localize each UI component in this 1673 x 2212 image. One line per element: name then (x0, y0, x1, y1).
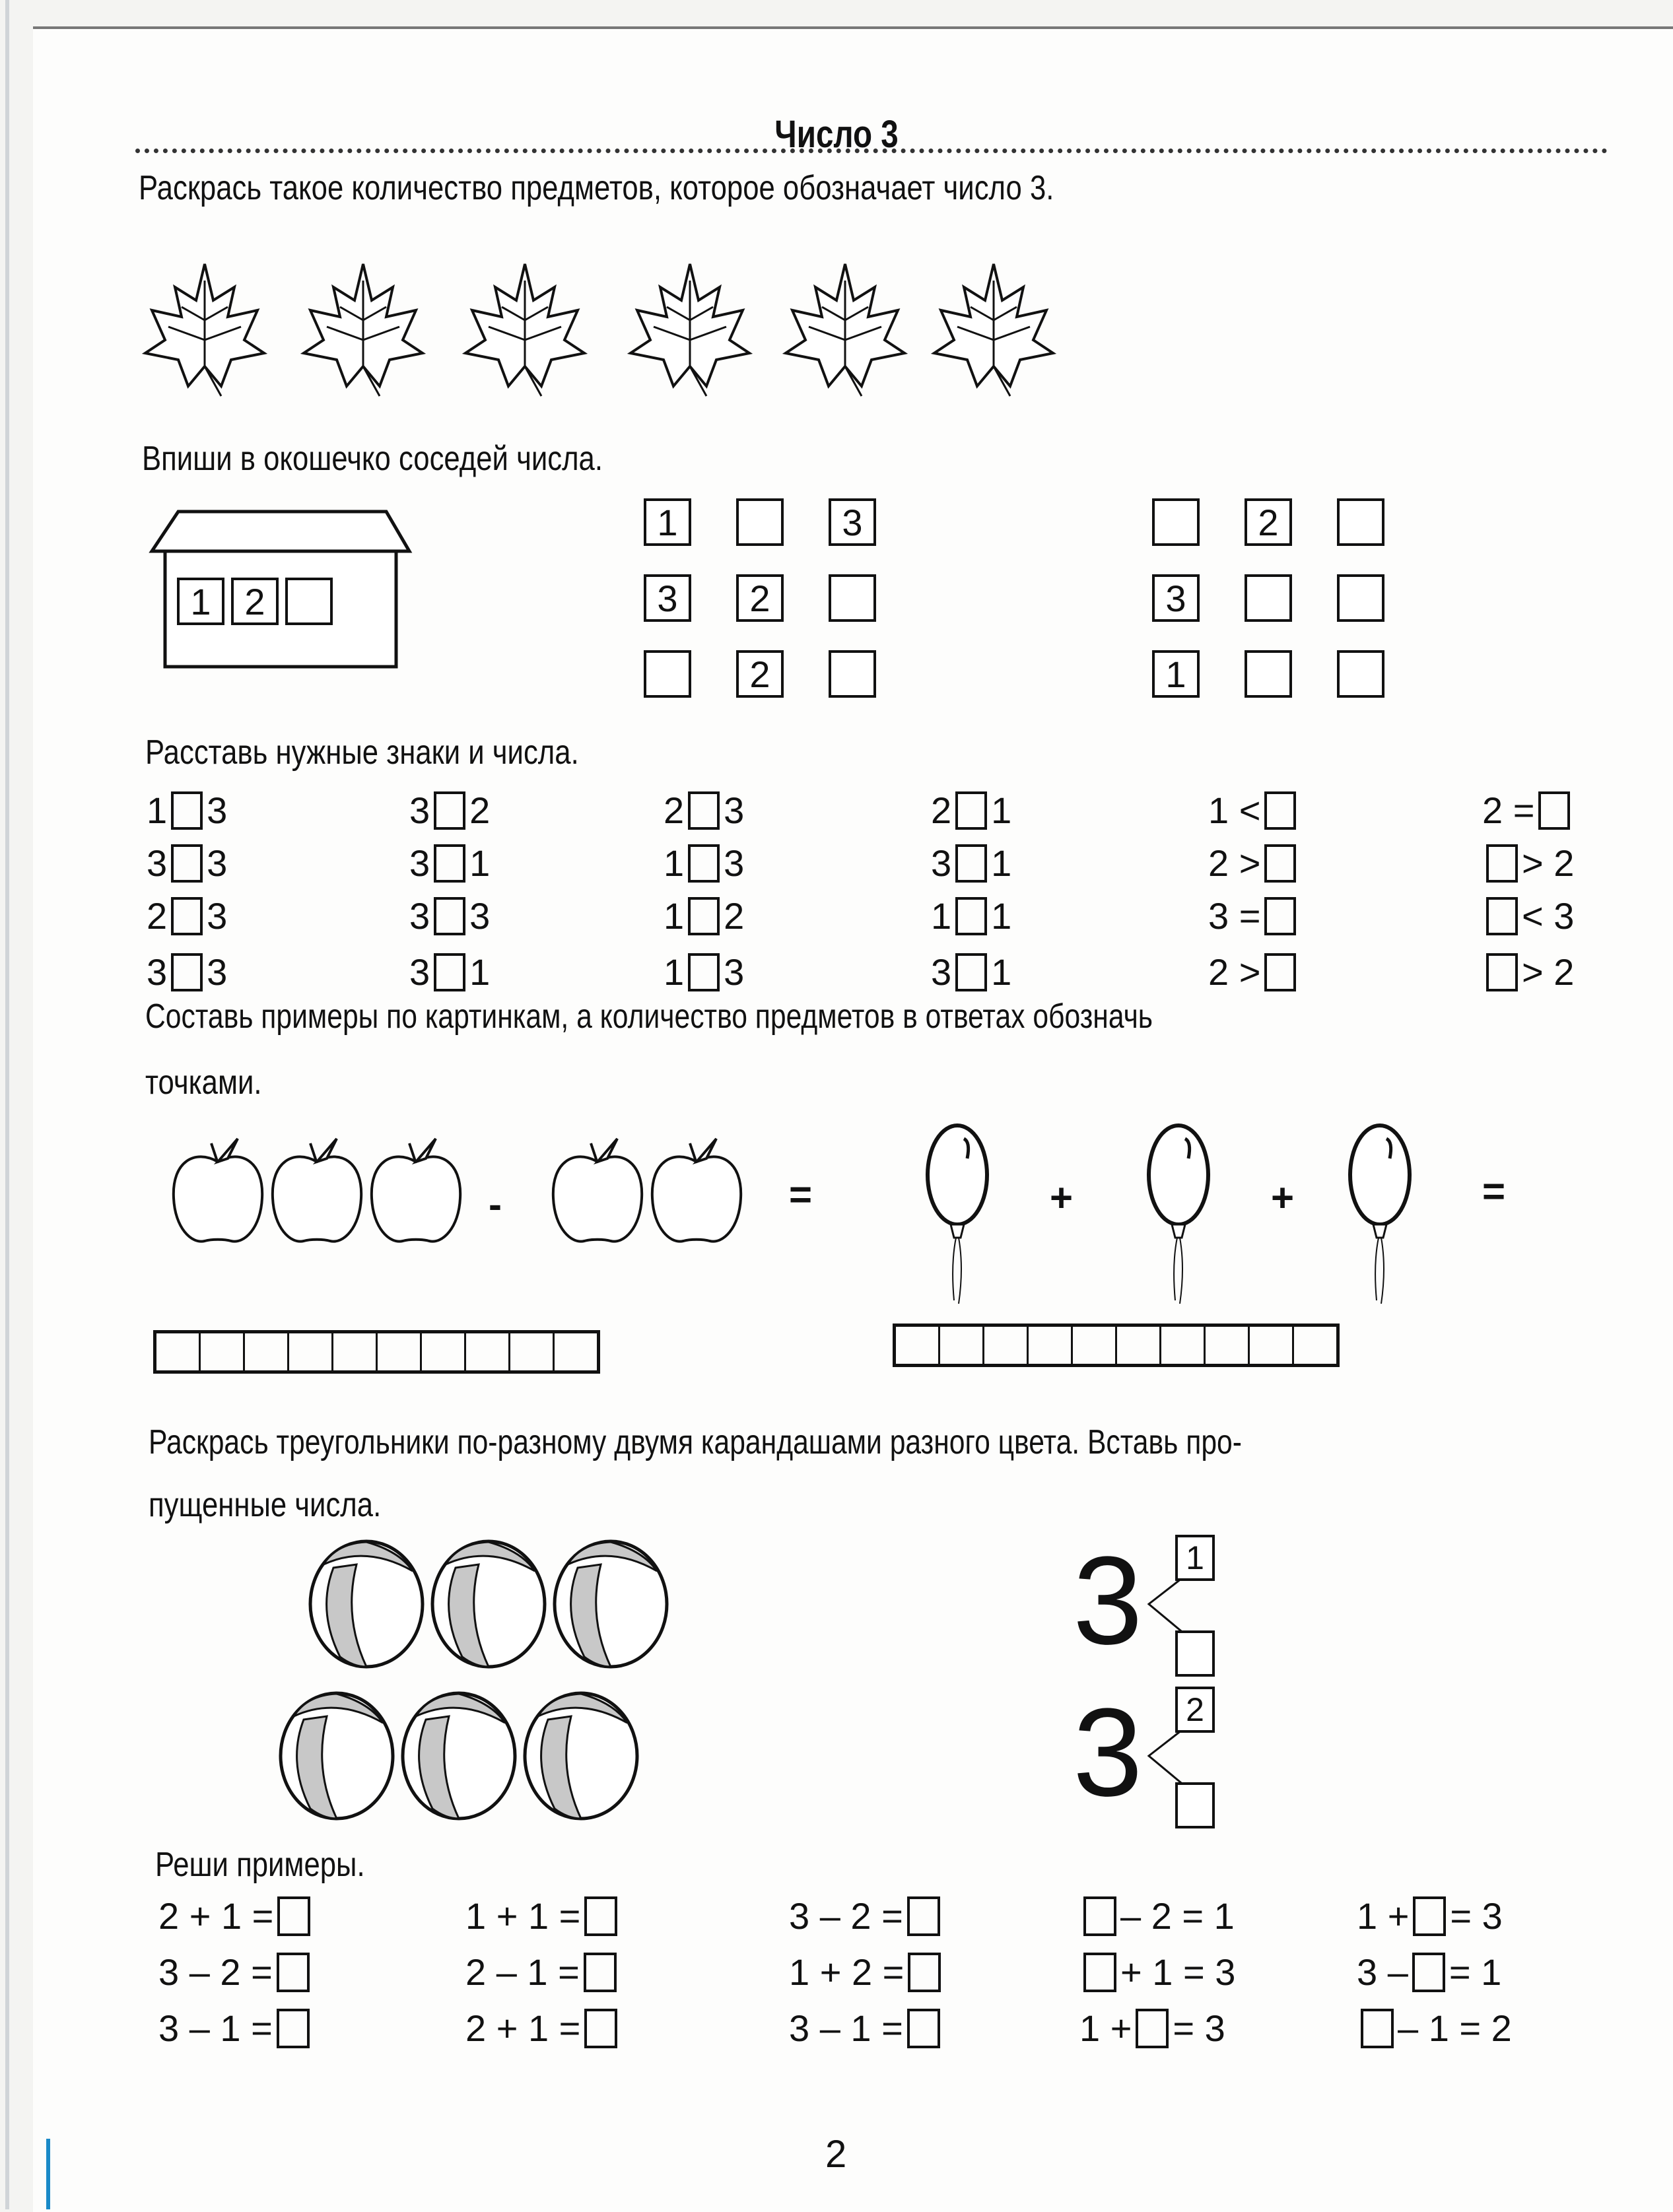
compare-item (1208, 894, 1300, 937)
neighbour-box[interactable]: 2 (736, 574, 784, 622)
compare-left: 1 (664, 895, 685, 937)
answer-box[interactable] (955, 791, 987, 830)
example-item (789, 1951, 945, 1994)
answer-box[interactable] (1136, 2009, 1169, 2048)
example-item (1357, 1894, 1503, 1937)
compare-item (1208, 789, 1300, 832)
neighbour-box[interactable] (1245, 650, 1292, 698)
example-right: – 2 = 1 (1120, 1895, 1235, 1937)
example-left: 1 + (1357, 1895, 1410, 1937)
minus-sign: - (489, 1182, 502, 1226)
maple-leaf-icon[interactable] (300, 261, 426, 399)
task1-instruction: Раскрась такое количество предметов, которое обозначает число 3. (139, 169, 1054, 207)
strip-cell[interactable] (156, 1333, 201, 1370)
compare-right: 1 (991, 895, 1012, 937)
answer-box[interactable] (171, 953, 203, 991)
example-item (465, 1894, 621, 1937)
strip-cell[interactable] (245, 1333, 289, 1370)
maple-leaf-icon[interactable] (931, 261, 1056, 399)
compare-item (409, 951, 490, 993)
compare-right: 3 (207, 895, 228, 937)
strip-cell[interactable] (1294, 1327, 1336, 1364)
compare-left: 2 > (1208, 951, 1261, 993)
answer-box[interactable] (688, 791, 720, 830)
compare-right: 1 (991, 842, 1012, 884)
strip-cell[interactable] (510, 1333, 555, 1370)
answer-box[interactable] (277, 1896, 310, 1936)
answer-box[interactable] (1264, 953, 1296, 991)
strip-cell[interactable] (896, 1327, 940, 1364)
maple-leaf-icon[interactable] (462, 261, 588, 399)
compare-right: 3 (724, 842, 745, 884)
compare-left: 2 (147, 895, 168, 937)
neighbour-box[interactable] (1337, 650, 1384, 698)
strip-cell[interactable] (1073, 1327, 1117, 1364)
split-whole: 3 (1073, 1683, 1143, 1823)
task5-instruction-line1: Раскрась треугольники по-разному двумя карандашами разного цвета. Вставь про- (149, 1423, 1242, 1461)
compare-left: 3 (931, 842, 952, 884)
house-window-box[interactable]: 2 (231, 578, 279, 625)
compare-left: 2 (931, 789, 952, 831)
compare-right: 2 (469, 789, 491, 831)
maple-leaf-icon[interactable] (142, 261, 267, 399)
strip-cell[interactable] (289, 1333, 333, 1370)
compare-right: < 3 (1522, 895, 1575, 937)
answer-box[interactable] (277, 1953, 310, 1992)
maple-leaf-icon[interactable] (782, 261, 908, 399)
strip-cell[interactable] (1250, 1327, 1294, 1364)
task3-instruction: Расставь нужные знаки и числа. (145, 733, 579, 772)
compare-left: 3 (409, 951, 430, 993)
compare-item (664, 789, 744, 832)
answer-box[interactable] (955, 897, 987, 935)
apple-icon (548, 1135, 647, 1248)
strip-cell[interactable] (984, 1327, 1029, 1364)
apple-icon (647, 1135, 746, 1248)
example-item (465, 1951, 621, 1994)
strip-cell[interactable] (466, 1333, 510, 1370)
example-item (158, 1894, 314, 1937)
compare-item (409, 842, 490, 885)
example-left: 1 + 1 = (465, 1895, 581, 1937)
answer-box[interactable] (1486, 897, 1518, 935)
plus-sign-2: + (1271, 1176, 1295, 1220)
compare-left: 3 (147, 842, 168, 884)
example-item (1079, 1894, 1235, 1937)
neighbour-box[interactable] (829, 650, 876, 698)
example-right: – 1 = 2 (1398, 2007, 1512, 2049)
split-bottom-box[interactable] (1175, 1782, 1215, 1828)
example-item (1357, 1951, 1501, 1994)
example-left: 2 – 1 = (465, 1951, 580, 1993)
answer-box[interactable] (1264, 791, 1296, 830)
apple-icon (267, 1135, 366, 1248)
example-left: 3 – (1357, 1951, 1408, 1993)
neighbour-box[interactable] (1152, 498, 1200, 546)
neighbour-box[interactable] (829, 574, 876, 622)
answer-box[interactable] (1413, 1896, 1446, 1936)
answer-box[interactable] (1412, 1953, 1445, 1992)
house-window-box[interactable]: 1 (177, 578, 224, 625)
neighbour-box[interactable] (1337, 574, 1384, 622)
answer-box[interactable] (584, 1896, 617, 1936)
compare-left: 2 > (1208, 842, 1261, 884)
answer-box[interactable] (584, 2009, 617, 2048)
compare-left: 1 (664, 951, 685, 993)
neighbour-box[interactable] (736, 498, 784, 546)
split-top-box[interactable]: 2 (1175, 1687, 1215, 1733)
compare-left: 1 (147, 789, 168, 831)
neighbour-box[interactable] (644, 650, 691, 698)
neighbour-box[interactable] (1337, 498, 1384, 546)
ball-icon[interactable] (429, 1538, 548, 1670)
balloon-icon (1139, 1122, 1218, 1307)
balloon-icon (1340, 1122, 1419, 1307)
answer-box[interactable] (434, 791, 465, 830)
compare-right: > 2 (1522, 842, 1575, 884)
compare-right: 3 (207, 951, 228, 993)
compare-left: 2 (664, 789, 685, 831)
task2-instruction: Впиши в окошечко соседей числа. (142, 440, 603, 478)
compare-item (664, 951, 744, 993)
neighbour-box[interactable]: 2 (736, 650, 784, 698)
compare-item (1482, 894, 1574, 937)
compare-item (409, 789, 490, 832)
title-divider (135, 149, 1608, 153)
answer-strip-2[interactable] (893, 1324, 1340, 1367)
compare-item (931, 951, 1011, 993)
answer-box[interactable] (584, 1953, 617, 1992)
compare-item (664, 842, 744, 885)
compare-right: 1 (469, 842, 491, 884)
compare-left: 2 = (1482, 789, 1535, 831)
example-left: 1 + 2 = (789, 1951, 905, 1993)
answer-box[interactable] (171, 844, 203, 883)
split-top-box[interactable]: 1 (1175, 1535, 1215, 1581)
task4-instruction-line1: Составь примеры по картинкам, а количество предметов в ответах обозначь (145, 997, 1153, 1036)
answer-box[interactable] (1538, 791, 1570, 830)
compare-right: > 2 (1522, 951, 1575, 993)
example-right: = 1 (1449, 1951, 1502, 1993)
compare-item (147, 789, 227, 832)
split-whole: 3 (1073, 1531, 1143, 1671)
task5-instruction-line2: пущенные числа. (149, 1486, 382, 1524)
compare-left: 1 (931, 895, 952, 937)
page-title: Число 3 (774, 113, 899, 156)
answer-box[interactable] (908, 1953, 941, 1992)
ball-icon[interactable] (277, 1690, 396, 1822)
answer-box[interactable] (688, 897, 720, 935)
neighbour-box[interactable]: 2 (1245, 498, 1292, 546)
example-item (1357, 2007, 1512, 2050)
compare-left: 3 (409, 842, 430, 884)
example-item (789, 1894, 944, 1937)
compare-item (1482, 842, 1574, 885)
neighbour-box[interactable]: 1 (1152, 650, 1200, 698)
compare-item (664, 894, 744, 937)
house-window-box[interactable] (285, 578, 333, 625)
compare-right: 2 (724, 895, 745, 937)
binding-edge (46, 2139, 50, 2209)
balloon-icon (918, 1122, 997, 1307)
ball-icon[interactable] (307, 1538, 426, 1670)
answer-box[interactable] (1264, 844, 1296, 883)
example-right: + 1 = 3 (1120, 1951, 1236, 1993)
compare-left: 3 (409, 895, 430, 937)
ball-icon[interactable] (399, 1690, 518, 1822)
equals-sign-2: = (1482, 1169, 1506, 1213)
answer-box[interactable] (955, 844, 987, 883)
example-left: 2 + 1 = (465, 2007, 581, 2049)
compare-left: 3 (409, 789, 430, 831)
answer-box[interactable] (434, 953, 465, 991)
compare-item (1208, 842, 1300, 885)
compare-left: 3 = (1208, 895, 1261, 937)
compare-right: 3 (724, 789, 745, 831)
maple-leaf-icon[interactable] (627, 261, 753, 399)
strip-cell[interactable] (1029, 1327, 1073, 1364)
example-left: 3 – 1 = (789, 2007, 903, 2049)
equals-sign: = (789, 1172, 813, 1217)
compare-item (147, 842, 227, 885)
answer-box[interactable] (434, 844, 465, 883)
strip-cell[interactable] (1117, 1327, 1161, 1364)
example-left: 3 – 2 = (789, 1895, 903, 1937)
example-left: 3 – 1 = (158, 2007, 273, 2049)
neighbour-box[interactable]: 3 (829, 498, 876, 546)
compare-left: 1 < (1208, 789, 1261, 831)
compare-left: 3 (931, 951, 952, 993)
example-item (1079, 2007, 1225, 2050)
compare-right: 3 (207, 789, 228, 831)
answer-box[interactable] (277, 2009, 310, 2048)
neighbour-box[interactable]: 1 (644, 498, 691, 546)
answer-box[interactable] (688, 844, 720, 883)
example-item (158, 1951, 314, 1994)
task6-instruction: Реши примеры. (155, 1846, 365, 1884)
neighbour-box[interactable]: 3 (644, 574, 691, 622)
strip-cell[interactable] (201, 1333, 245, 1370)
strip-cell[interactable] (1161, 1327, 1206, 1364)
compare-right: 1 (991, 789, 1012, 831)
compare-item (1482, 951, 1574, 993)
example-item (789, 2007, 944, 2050)
compare-right: 3 (207, 842, 228, 884)
scanner-edge (5, 0, 9, 2209)
compare-item (409, 894, 490, 937)
answer-box[interactable] (688, 953, 720, 991)
task4-instruction-line2: точками. (145, 1063, 262, 1102)
example-left: 3 – 2 = (158, 1951, 273, 1993)
example-left: 2 + 1 = (158, 1895, 274, 1937)
answer-box[interactable] (1361, 2009, 1394, 2048)
compare-item (147, 894, 227, 937)
compare-right: 3 (724, 951, 745, 993)
strip-cell[interactable] (1206, 1327, 1250, 1364)
answer-box[interactable] (1264, 897, 1296, 935)
page-number: 2 (825, 2133, 847, 2176)
answer-box[interactable] (1486, 953, 1518, 991)
example-item (158, 2007, 314, 2050)
example-right: = 3 (1173, 2007, 1225, 2049)
answer-box[interactable] (955, 953, 987, 991)
apple-icon (366, 1135, 465, 1248)
compare-item (1208, 951, 1300, 993)
ball-icon[interactable] (551, 1538, 670, 1670)
compare-item (931, 894, 1011, 937)
example-right: = 3 (1450, 1895, 1503, 1937)
answer-box[interactable] (1083, 1896, 1116, 1936)
answer-box[interactable] (907, 2009, 940, 2048)
answer-box[interactable] (907, 1896, 940, 1936)
compare-right: 1 (469, 951, 491, 993)
plus-sign-1: + (1050, 1176, 1074, 1220)
example-item (1079, 1951, 1235, 1994)
compare-item (931, 789, 1011, 832)
strip-cell[interactable] (940, 1327, 984, 1364)
compare-left: 3 (147, 951, 168, 993)
answer-box[interactable] (171, 897, 203, 935)
compare-left: 1 (664, 842, 685, 884)
compare-right: 1 (991, 951, 1012, 993)
neighbour-box[interactable] (1245, 574, 1292, 622)
example-item (465, 2007, 621, 2050)
strip-cell[interactable] (555, 1333, 597, 1370)
answer-strip-1[interactable] (153, 1330, 600, 1374)
answer-box[interactable] (1083, 1953, 1116, 1992)
strip-cell[interactable] (422, 1333, 466, 1370)
split-bottom-box[interactable] (1175, 1630, 1215, 1677)
strip-cell[interactable] (378, 1333, 422, 1370)
ball-icon[interactable] (522, 1690, 640, 1822)
neighbour-box[interactable]: 3 (1152, 574, 1200, 622)
answer-box[interactable] (171, 791, 203, 830)
answer-box[interactable] (434, 897, 465, 935)
strip-cell[interactable] (333, 1333, 378, 1370)
compare-right: 3 (469, 895, 491, 937)
apple-icon (168, 1135, 267, 1248)
compare-item (147, 951, 227, 993)
example-left: 1 + (1079, 2007, 1132, 2049)
compare-item (931, 842, 1011, 885)
answer-box[interactable] (1486, 844, 1518, 883)
compare-item (1482, 789, 1574, 832)
